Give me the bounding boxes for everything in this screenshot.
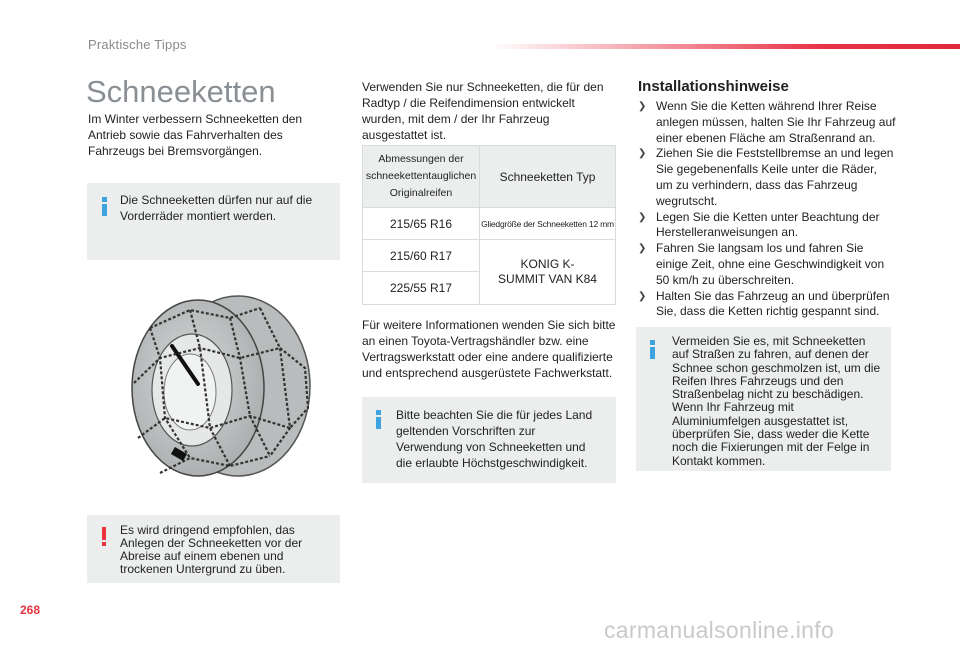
tire-chain-table [362, 145, 616, 305]
table-cell-chain-type: KONIG K-SUMMIT VAN K84 [480, 240, 616, 305]
info-note-speed-limit [362, 397, 616, 483]
info-icon [649, 340, 655, 359]
installation-list [638, 99, 896, 320]
info-note-text: Bitte beachten Sie die für jedes Land geltenden Vorschriften zur Verwendung von Schneeketten und die erlaubte Höchstgeschwindigkeit. [396, 408, 593, 470]
arrow-bullet-icon: ❯ [638, 290, 647, 302]
list-item-text: Halten Sie das Fahrzeug an und überprüfen Sie, dass die Ketten richtig gespannt sind. [656, 288, 890, 319]
list-item-text: Wenn Sie die Ketten während Ihrer Reise anlegen müssen, halten Sie Ihr Fahrzeug auf einer ebenen Fläche am Straßenrand an. [656, 99, 896, 145]
table-header-row [363, 146, 616, 208]
table-cell-tire-size: 215/65 R16 [363, 208, 480, 240]
header-accent-bar [490, 44, 960, 49]
snow-chain-tire-image [120, 288, 330, 488]
warning-note-practice [87, 515, 340, 583]
section-label: Praktische Tipps [88, 37, 187, 52]
list-item [638, 210, 896, 242]
page-title: Schneeketten [86, 74, 276, 109]
snow-chain-illustration [120, 288, 330, 488]
installation-title: Installationshinweise [638, 78, 789, 95]
table-row [363, 240, 616, 272]
table-header-chain-type: Schneeketten Typ [480, 146, 616, 208]
table-row [363, 208, 616, 240]
warning-icon [101, 527, 107, 546]
dealer-info-paragraph: Für weitere Informationen wenden Sie sich bitte an einen Toyota-Vertragshändler bzw. eine Vertragswerkstatt oder eine andere qualifizierte und entsprechend ausgerüstete Fachwerkstatt. [362, 318, 616, 380]
page-number: 268 [20, 603, 41, 617]
arrow-bullet-icon: ❯ [638, 148, 647, 160]
table-cell-tire-size: 215/60 R17 [363, 240, 480, 272]
list-item-text: Fahren Sie langsam los und fahren Sie einige Zeit, ohne eine Geschwindigkeit von 50 km/h zu überschreiten. [656, 241, 885, 287]
info-icon [375, 410, 381, 429]
info-note-text: Die Schneeketten dürfen nur auf die Vorderräder montiert werden. [120, 193, 313, 223]
list-item [638, 241, 896, 288]
watermark: carmanualsonline.info [604, 617, 835, 643]
warning-note-text: Es wird dringend empfohlen, das Anlegen der Schneeketten vor der Abreise auf einem ebenen und trockenen Untergrund zu üben. [120, 523, 303, 576]
chain-type-paragraph: Verwenden Sie nur Schneeketten, die für den Radtyp / die Reifendimension entwickelt wurden, mit dem / der Ihr Fahrzeug ausgestattet ist. [362, 80, 604, 142]
table-cell-chain-type: Gliedgröße der Schneeketten 12 mm [480, 208, 616, 240]
table-header-tire-size: Abmessungen der schneekettentauglichen Originalreifen [363, 146, 480, 208]
info-note-rims [636, 327, 891, 471]
arrow-bullet-icon: ❯ [638, 101, 647, 112]
info-note-text: Vermeiden Sie es, mit Schneeketten auf Straßen zu fahren, auf denen der Schnee schon geschmolzen ist, um die Reifen Ihres Fahrzeugs und den Straßenbelag nicht zu beschädigen. Wenn Ihr Fahrzeug mit Aluminiumfelgen ausgestattet ist, überprüfen Sie, dass weder die Kette noch die Fixierungen mit der Felge in Kontakt kommen. [672, 334, 881, 468]
arrow-bullet-icon: ❯ [638, 211, 647, 223]
list-item [638, 146, 896, 209]
info-note-front-wheels [87, 183, 340, 260]
list-item-text: Legen Sie die Ketten unter Beachtung der Herstelleranweisungen an. [656, 209, 880, 240]
list-item [638, 289, 896, 321]
list-item [638, 99, 896, 146]
arrow-bullet-icon: ❯ [638, 243, 647, 255]
list-item-text: Ziehen Sie die Feststellbremse an und legen Sie gegebenenfalls Keile unter die Räder, um zu verhindern, dass das Fahrzeug wegrutscht. [656, 146, 894, 208]
info-icon [101, 197, 107, 216]
intro-paragraph: Im Winter verbessern Schneeketten den Antrieb sowie das Fahrverhalten des Fahrzeugs bei Bremsvorgängen. [88, 112, 303, 158]
table-cell-tire-size: 225/55 R17 [363, 272, 480, 305]
